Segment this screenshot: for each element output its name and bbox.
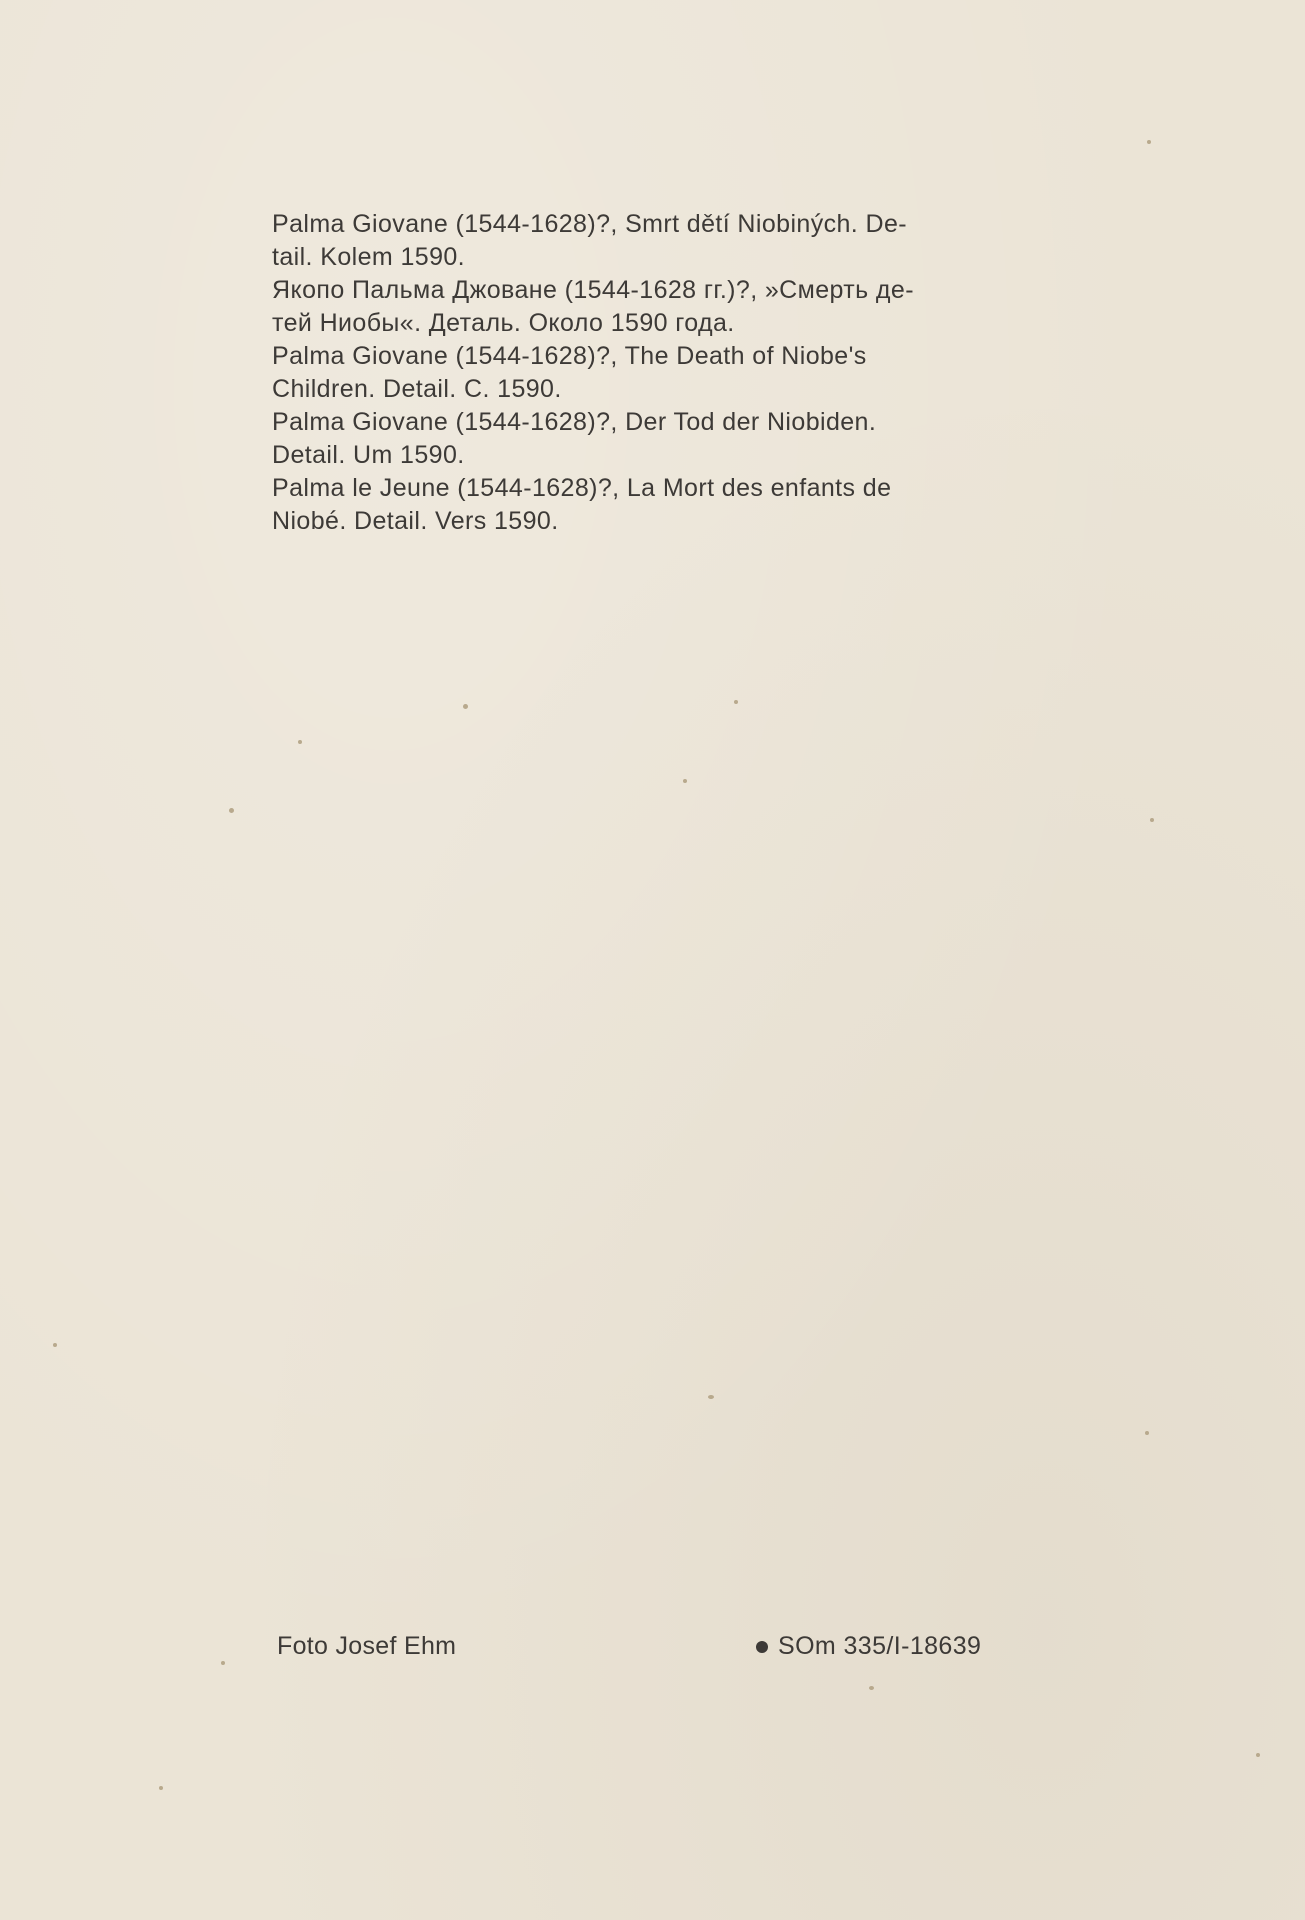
paper-speck <box>463 704 468 709</box>
paper-speck <box>869 1686 874 1690</box>
paper-speck <box>221 1661 225 1665</box>
paper-speck <box>1256 1753 1260 1757</box>
caption-french: Palma le Jeune (1544-1628)?, La Mort des enfants de Niobé. Detail. Vers 1590. <box>272 474 892 535</box>
caption-english: Palma Giovane (1544-1628)?, The Death of Niobe's Children. Detail. C. 1590. <box>272 342 867 403</box>
catalog-number: SOm 335/I-18639 <box>778 1632 982 1660</box>
paper-speck <box>683 779 687 783</box>
paper-speck <box>734 700 738 704</box>
caption-czech: Palma Giovane (1544-1628)?, Smrt dětí Niobiných. De- tail. Kolem 1590. <box>272 210 907 271</box>
paper-speck <box>159 1786 163 1790</box>
paper-speck <box>1147 140 1151 144</box>
bullet-icon <box>756 1641 768 1653</box>
catalog-info <box>756 1632 981 1661</box>
paper-speck <box>1145 1431 1149 1435</box>
photo-credit: Foto Josef Ehm <box>277 1632 457 1660</box>
caption-german: Palma Giovane (1544-1628)?, Der Tod der Niobiden. Detail. Um 1590. <box>272 408 877 469</box>
paper-speck <box>1150 818 1154 822</box>
paper-speck <box>229 808 234 813</box>
paper-speck <box>298 740 302 744</box>
caption-russian: Якопо Пальма Джоване (1544-1628 гг.)?, »Смерть де- тей Ниобы«. Деталь. Около 1590 года. <box>272 276 914 337</box>
artwork-caption <box>272 208 1052 538</box>
paper-speck <box>53 1343 57 1347</box>
paper-speck <box>708 1395 714 1399</box>
